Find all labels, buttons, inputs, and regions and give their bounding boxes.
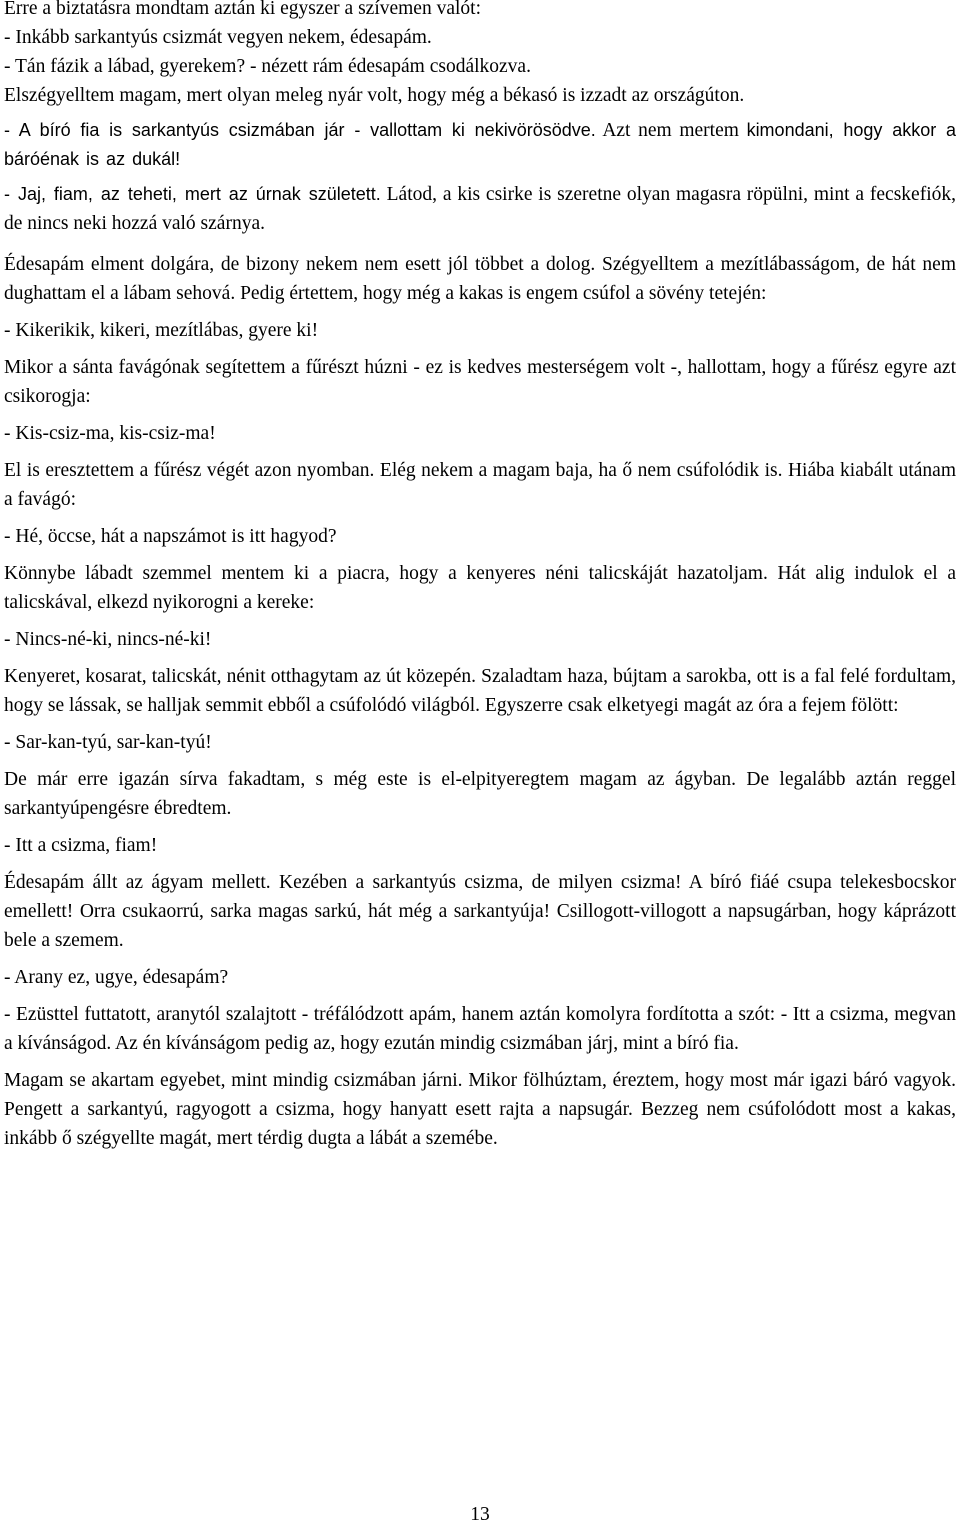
paragraph: - Itt a csizma, fiam!: [4, 835, 158, 856]
paragraph: - Hé, öccse, hát a napszámot is itt hagyod?: [4, 526, 337, 547]
paragraph: El is eresztettem a fűrész végét azon nyomban. Elég nekem a magam baja, ha ő nem csúfolódik is. Hiába kiabált utánam a favágó:: [4, 460, 956, 510]
paragraph: - Nincs-né-ki, nincs-né-ki!: [4, 629, 212, 650]
paragraph: - A bíró fia is sarkantyús csizmában jár - vallottam ki nekivörösödve. Azt nem mertem kimondani, hogy akkor a báróénak is az dukál!: [4, 120, 956, 169]
paragraph: - Sar-kan-tyú, sar-kan-tyú!: [4, 732, 212, 753]
paragraph: De már erre igazán sírva fakadtam, s még este is el-elpityeregtem magam az ágyban. De legalább aztán reggel sarkantyúpengésre ébredtem.: [4, 769, 956, 819]
paragraph: - Ezüsttel futtatott, aranytól szalajtott - tréfálódzott apám, hanem aztán komolyra fordította a szót: - Itt a csizma, megvan a kívánságod. Az én kívánságom pedig az, hogy ezután mindig csizmában járj, mint a bíró fia.: [4, 1004, 956, 1054]
document-body: [4, 0, 956, 1161]
paragraph: Erre a biztatásra mondtam aztán ki egyszer a szívemen valót:: [4, 0, 481, 19]
paragraph: Kenyeret, kosarat, talicskát, nénit otthagytam az út közepén. Szaladtam haza, bújtam a sarokba, ott is a fal felé fordultam, hogy se lássak, se halljak semmit ebből a csúfolódó világból. Egyszerre csak elketyegi magát az óra a fejem fölött:: [4, 666, 956, 716]
paragraph: Könnybe lábadt szemmel mentem ki a piacra, hogy a kenyeres néni talicskáját hazatoljam. Hát alig indulok el a talicskával, elkezd nyikorogni a kereke:: [4, 563, 956, 613]
paragraph: - Inkább sarkantyús csizmát vegyen nekem, édesapám.: [4, 27, 432, 48]
paragraph: - Tán fázik a lábad, gyerekem? - nézett rám édesapám csodálkozva.: [4, 56, 531, 77]
paragraph: - Kis-csiz-ma, kis-csiz-ma!: [4, 423, 216, 444]
paragraph: Édesapám elment dolgára, de bizony nekem nem esett jól többet a dolog. Szégyelltem a mezítlábasságom, de hát nem dughattam el a lábam sehová. Pedig értettem, hogy még a kakas is engem csúfol a sövény tetején:: [4, 254, 956, 304]
paragraph: Elszégyelltem magam, mert olyan meleg nyár volt, hogy még a békasó is izzadt az országúton.: [4, 85, 745, 106]
paragraph: - Arany ez, ugye, édesapám?: [4, 967, 229, 988]
page-number: 13: [470, 1504, 490, 1525]
paragraph: - Kikerikik, kikeri, mezítlábas, gyere ki!: [4, 320, 319, 341]
paragraph: - Jaj, fiam, az teheti, mert az úrnak született. Látod, a kis csirke is szeretne olyan magasra röpülni, mint a fecskefiók, de nincs neki hozzá való szárnya.: [4, 184, 956, 234]
paragraph: Édesapám állt az ágyam mellett. Kezében a sarkantyús csizma, de milyen csizma! A bíró fiáé csupa telekesbocskor emellett! Orra csukaorrú, sarka magas sarkú, hát még a sarkantyúja! Csillogott-villogott a napsugárban, hogy káprázott bele a szemem.: [4, 872, 956, 951]
paragraph: Magam se akartam egyebet, mint mindig csizmában járni. Mikor fölhúztam, éreztem, hogy most már igazi báró vagyok. Pengett a sarkantyú, ragyogott a csizma, hogy hanyatt esett rajta a napsugár. Bezzeg nem csúfolódott most a kakas, inkább ő szégyellte magát, mert térdig dugta a lábát a szemébe.: [4, 1070, 956, 1149]
paragraph: Mikor a sánta favágónak segítettem a fűrészt húzni - ez is kedves mesterségem volt -, hallottam, hogy a fűrész egyre azt csikorogja:: [4, 357, 956, 407]
